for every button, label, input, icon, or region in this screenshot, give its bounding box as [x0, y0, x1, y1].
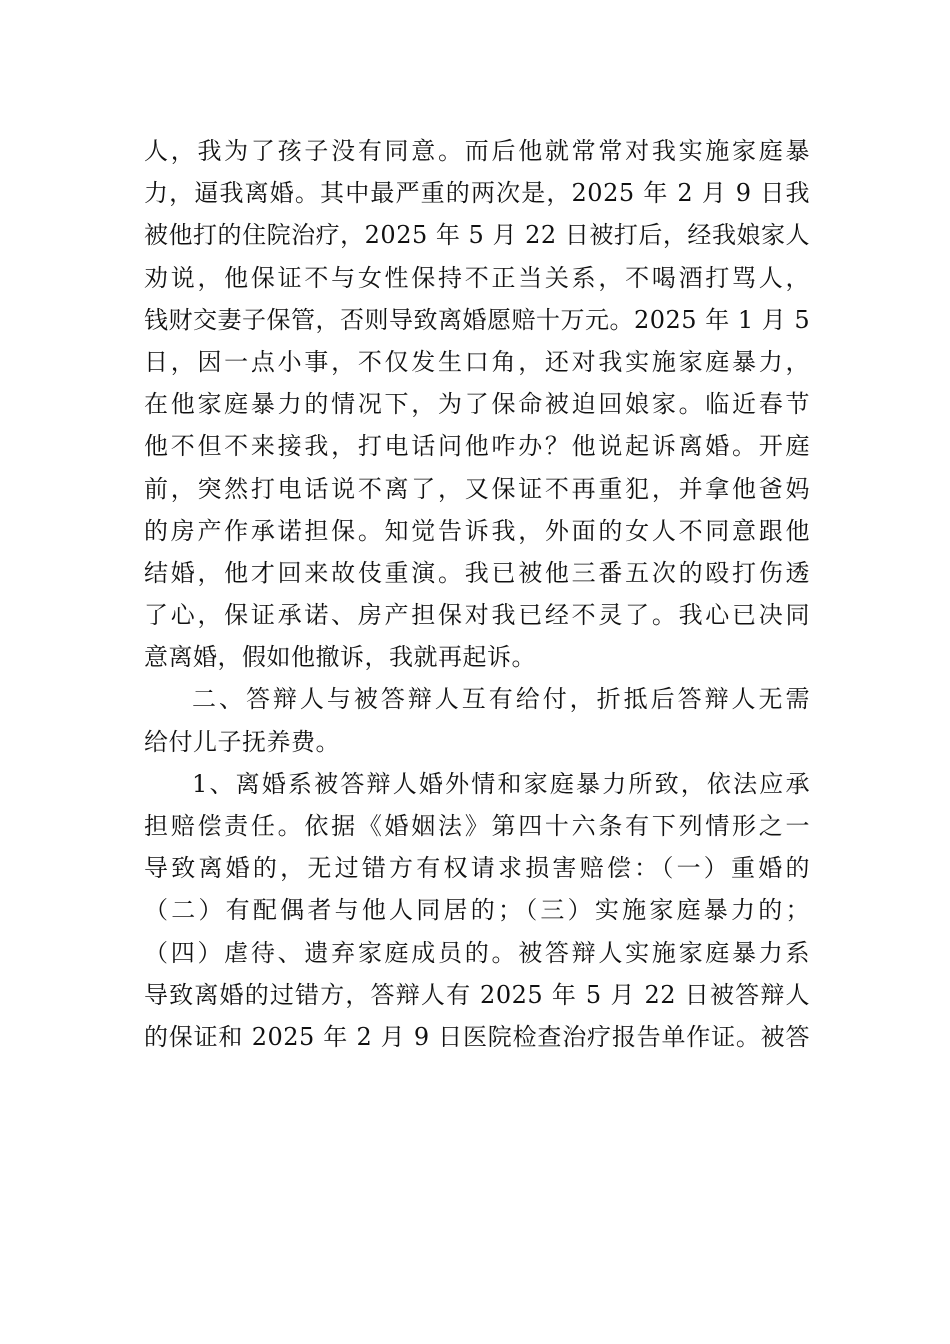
paragraph-start-line: 1、离婚系被答辩人婚外情和家庭暴力所致，依法应承 [192, 769, 810, 798]
section-heading-line: 二、答辩人与被答辩人互有给付，折抵后答辩人无需 [192, 685, 810, 714]
text-line: 劝说，他保证不与女性保持不正当关系，不喝酒打骂人， [144, 263, 810, 292]
text-line: 的保证和 2025 年 2 月 9 日医院检查治疗报告单作证。被答 [144, 1022, 810, 1051]
text-line: （四）虐待、遗弃家庭成员的。被答辩人实施家庭暴力系 [144, 938, 810, 967]
text-line: 导致离婚的过错方，答辩人有 2025 年 5 月 22 日被答辩人 [144, 980, 810, 1009]
text-line: 结婚，他才回来故伎重演。我已被他三番五次的殴打伤透 [144, 558, 810, 587]
text-line: （二）有配偶者与他人同居的；（三）实施家庭暴力的； [144, 896, 810, 925]
text-line: 人，我为了孩子没有同意。而后他就常常对我实施家庭暴 [144, 137, 810, 165]
text-line: 了心，保证承诺、房产担保对我已经不灵了。我心已决同 [144, 601, 810, 630]
text-line: 担赔偿责任。依据《婚姻法》第四十六条有下列情形之一 [144, 812, 810, 840]
text-line: 力，逼我离婚。其中最严重的两次是，2025 年 2 月 9 日我 [144, 179, 810, 208]
text-line: 意离婚，假如他撤诉，我就再起诉。 [144, 643, 536, 672]
text-line: 的房产作承诺担保。知觉告诉我，外面的女人不同意跟他 [144, 516, 810, 545]
text-line: 给付儿子抚养费。 [144, 727, 340, 756]
text-line: 钱财交妻子保管，否则导致离婚愿赔十万元。2025 年 1 月 5 [144, 305, 811, 334]
text-line: 前，突然打电话说不离了，又保证不再重犯，并拿他爸妈 [144, 474, 810, 503]
text-line: 他不但不来接我，打电话问他咋办？他说起诉离婚。开庭 [144, 432, 810, 461]
text-line: 导致离婚的，无过错方有权请求损害赔偿：（一）重婚的 [144, 854, 810, 883]
text-line: 在他家庭暴力的情况下，为了保命被迫回娘家。临近春节 [144, 390, 810, 419]
text-line: 日，因一点小事，不仅发生口角，还对我实施家庭暴力， [144, 347, 810, 376]
body-text [144, 130, 810, 1058]
text-line: 被他打的住院治疗，2025 年 5 月 22 日被打后，经我娘家人 [144, 221, 810, 250]
